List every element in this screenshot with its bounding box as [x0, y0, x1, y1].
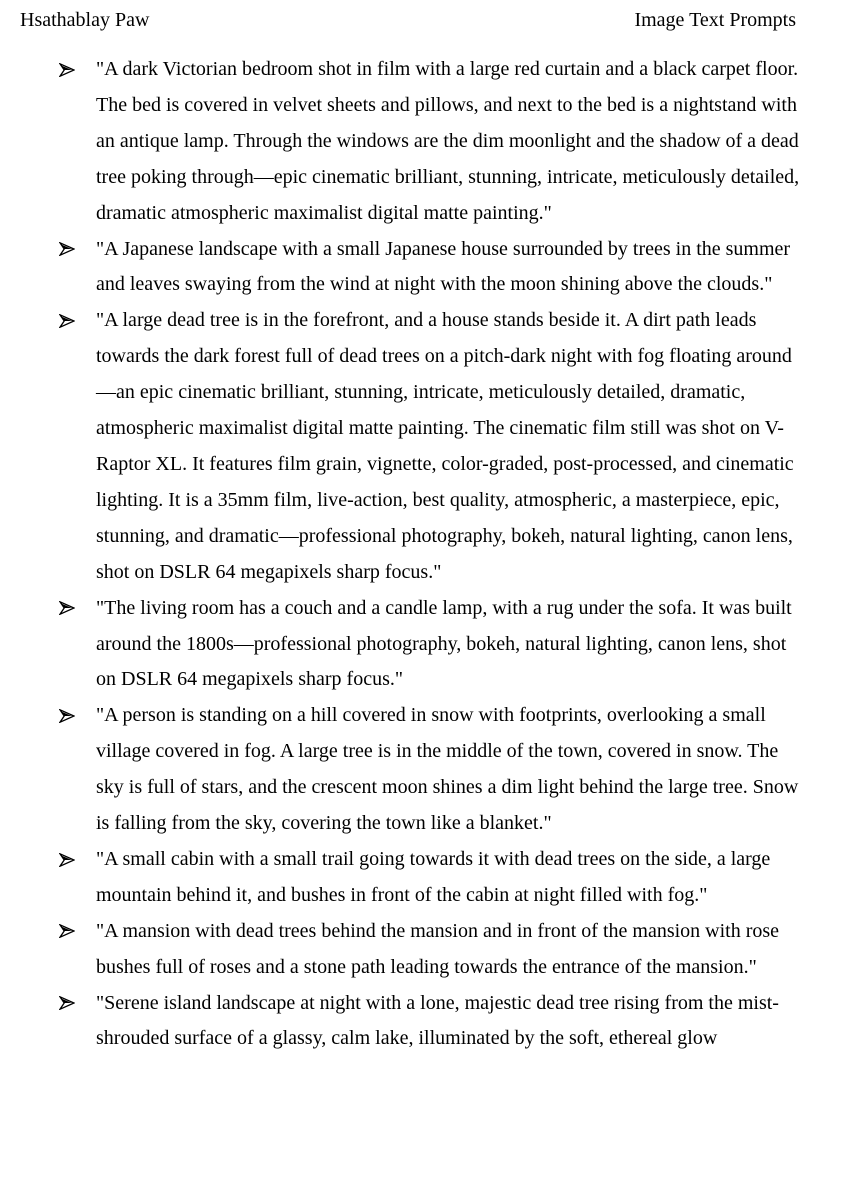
- list-item: [0, 914, 850, 986]
- arrowhead-bullet-icon: [57, 698, 77, 734]
- prompt-text: "A dark Victorian bedroom shot in film with a large red curtain and a black carpet floor. The bed is covered in velvet sheets and pillows, and next to the bed is a nightstand with an antique lamp. Through the windows are the dim moonlight and the shadow of a dead tree poking through—epic cinematic brilliant, stunning, intricate, meticulously detailed, dramatic atmospheric maximalist digital matte painting.": [96, 58, 800, 224]
- prompt-text: "The living room has a couch and a candle lamp, with a rug under the sofa. It was built around the 1800s—professional photography, bokeh, natural lighting, canon lens, shot on DSLR 64 megapixels sharp focus.": [96, 596, 792, 691]
- list-item: [0, 591, 850, 699]
- arrowhead-bullet-icon: [57, 52, 77, 88]
- prompt-text: "A small cabin with a small trail going towards it with dead trees on the side, a large mountain behind it, and bushes in front of the cabin at night filled with fog.": [96, 847, 771, 906]
- list-item: [0, 842, 850, 914]
- arrowhead-bullet-icon: [57, 842, 77, 878]
- page-header: [20, 6, 796, 34]
- list-item: [0, 986, 850, 1058]
- prompt-text: "A person is standing on a hill covered in snow with footprints, overlooking a small village covered in fog. A large tree is in the middle of the town, covered in snow. The sky is full of stars, and the crescent moon shines a dim light behind the large tree. Snow is falling from the sky, covering the town like a blanket.": [96, 704, 799, 835]
- list-item: [0, 698, 850, 842]
- arrowhead-bullet-icon: [57, 986, 77, 1022]
- prompt-text: "Serene island landscape at night with a lone, majestic dead tree rising from the mist-shrouded surface of a glassy, calm lake, illuminated by the soft, ethereal glow: [96, 991, 779, 1050]
- arrowhead-bullet-icon: [57, 232, 77, 268]
- prompt-text: "A mansion with dead trees behind the mansion and in front of the mansion with rose bushes full of roses and a stone path leading towards the entrance of the mansion.": [96, 919, 780, 978]
- prompt-list: [0, 52, 850, 1057]
- arrowhead-bullet-icon: [57, 591, 77, 627]
- author-name: Hsathablay Paw: [20, 9, 150, 31]
- list-item: [0, 303, 850, 590]
- document-title: Image Text Prompts: [634, 9, 796, 31]
- arrowhead-bullet-icon: [57, 914, 77, 950]
- arrowhead-bullet-icon: [57, 303, 77, 339]
- list-item: [0, 232, 850, 304]
- prompt-text: "A Japanese landscape with a small Japanese house surrounded by trees in the summer and leaves swaying from the wind at night with the moon shining above the clouds.": [96, 237, 791, 296]
- list-item: [0, 52, 850, 232]
- prompt-text: "A large dead tree is in the forefront, and a house stands beside it. A dirt path leads towards the dark forest full of dead trees on a pitch-dark night with fog floating around—an epic cinematic brilliant, stunning, intricate, meticulously detailed, dramatic, atmospheric maximalist digital matte painting. The cinematic film still was shot on V-Raptor XL. It features film grain, vignette, color-graded, post-processed, and cinematic lighting. It is a 35mm film, live-action, best quality, atmospheric, a masterpiece, epic, stunning, and dramatic—professional photography, bokeh, natural lighting, canon lens, shot on DSLR 64 megapixels sharp focus.": [96, 309, 794, 583]
